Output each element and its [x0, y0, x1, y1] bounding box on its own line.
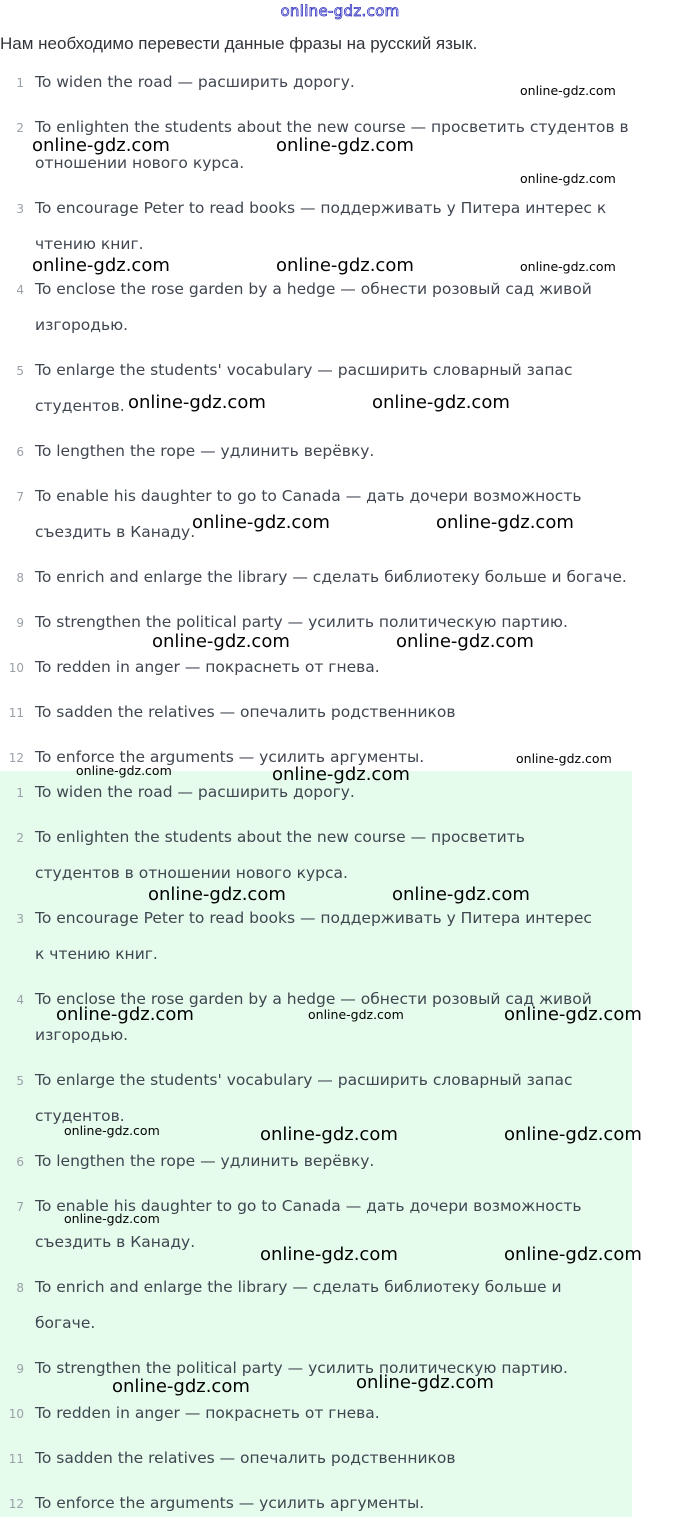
item-number: 12: [8, 1497, 24, 1511]
item-number: 8: [16, 1281, 24, 1295]
watermark: online-gdz.com: [112, 1376, 250, 1397]
item-text-line: студентов.: [35, 1107, 125, 1125]
watermark: online-gdz.com: [504, 1004, 642, 1025]
item-text-line: To encourage Peter to read books — поддерживать у Питера интерес: [35, 909, 592, 927]
watermark: online-gdz.com: [56, 1004, 194, 1025]
watermark: online-gdz.com: [76, 763, 172, 778]
item-text-line: To strengthen the political party — усилить политическую партию.: [35, 613, 568, 631]
item-text-line: To enlighten the students about the new course — просветить: [35, 828, 525, 846]
item-number: 3: [16, 912, 24, 926]
item-number: 9: [16, 616, 24, 630]
item-number: 1: [16, 76, 24, 90]
item-number: 6: [16, 1155, 24, 1169]
item-number: 7: [16, 490, 24, 504]
watermark: online-gdz.com: [276, 135, 414, 156]
watermark: online-gdz.com: [276, 255, 414, 276]
watermark: online-gdz.com: [520, 83, 616, 98]
item-number: 2: [16, 831, 24, 845]
item-text-line: To lengthen the rope — удлинить верёвку.: [35, 442, 375, 460]
item-text-line: To strengthen the political party — усилить политическую партию.: [35, 1359, 568, 1377]
item-number: 3: [16, 202, 24, 216]
item-text-line: богаче.: [35, 1314, 96, 1332]
watermark: online-gdz.com: [152, 631, 290, 652]
item-number: 11: [8, 1452, 24, 1466]
watermark: online-gdz.com: [520, 259, 616, 274]
item-text-line: To widen the road — расширить дорогу.: [35, 73, 355, 91]
item-number: 7: [16, 1200, 24, 1214]
item-number: 4: [16, 283, 24, 297]
watermark: online-gdz.com: [260, 1244, 398, 1265]
item-text-line: To sadden the relatives — опечалить родственников: [35, 703, 456, 721]
watermark: online-gdz.com: [516, 751, 612, 766]
watermark: online-gdz.com: [356, 1372, 494, 1393]
item-number: 5: [16, 364, 24, 378]
item-text-line: студентов в отношении нового курса.: [35, 864, 348, 882]
watermark: online-gdz.com: [32, 135, 170, 156]
item-text-line: To enforce the arguments — усилить аргументы.: [35, 748, 425, 766]
item-text-line: To enrich and enlarge the library — сделать библиотеку больше и богаче.: [35, 568, 627, 586]
item-text-line: To enclose the rose garden by a hedge — обнести розовый сад живой: [35, 280, 592, 298]
item-number: 9: [16, 1362, 24, 1376]
item-text-line: отношении нового курса.: [35, 154, 245, 172]
watermark: online-gdz.com: [396, 631, 534, 652]
item-text-line: To enable his daughter to go to Canada — дать дочери возможность: [35, 1197, 582, 1215]
watermark: online-gdz.com: [64, 1211, 160, 1226]
watermark: online-gdz.com: [192, 512, 330, 533]
watermark: online-gdz.com: [148, 884, 286, 905]
watermark: online-gdz.com: [392, 884, 530, 905]
watermark: online-gdz.com: [520, 171, 616, 186]
watermark: online-gdz.com: [32, 255, 170, 276]
item-number: 11: [8, 706, 24, 720]
site-logo: online-gdz.com: [280, 2, 400, 20]
item-text-line: изгородью.: [35, 316, 129, 334]
watermark: online-gdz.com: [260, 1124, 398, 1145]
item-number: 4: [16, 993, 24, 1007]
watermark: online-gdz.com: [308, 1007, 404, 1022]
item-text-line: To enforce the arguments — усилить аргументы.: [35, 1494, 425, 1512]
item-number: 1: [16, 786, 24, 800]
item-text-line: съездить в Канаду.: [35, 523, 196, 541]
watermark: online-gdz.com: [504, 1244, 642, 1265]
item-number: 10: [8, 661, 24, 675]
item-text-line: To redden in anger — покраснеть от гнева.: [35, 658, 380, 676]
item-text-line: студентов.: [35, 397, 125, 415]
item-text-line: To widen the road — расширить дорогу.: [35, 783, 355, 801]
item-text-line: To lengthen the rope — удлинить верёвку.: [35, 1152, 375, 1170]
item-text-line: To redden in anger — покраснеть от гнева.: [35, 1404, 380, 1422]
watermark: online-gdz.com: [128, 392, 266, 413]
item-text-line: To enable his daughter to go to Canada — дать дочери возможность: [35, 487, 582, 505]
item-text-line: To enlarge the students' vocabulary — расширить словарный запас: [35, 1071, 573, 1089]
item-number: 2: [16, 121, 24, 135]
item-text-line: чтению книг.: [35, 235, 144, 253]
item-text-line: To enlighten the students about the new course — просветить студентов в: [35, 118, 629, 136]
watermark: online-gdz.com: [64, 1123, 160, 1138]
item-number: 5: [16, 1074, 24, 1088]
item-text-line: To encourage Peter to read books — поддерживать у Питера интерес к: [35, 199, 607, 217]
watermark: online-gdz.com: [372, 392, 510, 413]
item-number: 8: [16, 571, 24, 585]
item-number: 10: [8, 1407, 24, 1421]
item-text-line: съездить в Канаду.: [35, 1233, 196, 1251]
intro-text: Нам необходимо перевести данные фразы на русский язык.: [0, 34, 478, 53]
watermark: online-gdz.com: [272, 764, 410, 785]
item-text-line: To enlarge the students' vocabulary — расширить словарный запас: [35, 361, 573, 379]
item-text-line: к чтению книг.: [35, 945, 158, 963]
watermark: online-gdz.com: [504, 1124, 642, 1145]
item-text-line: To sadden the relatives — опечалить родственников: [35, 1449, 456, 1467]
item-number: 6: [16, 445, 24, 459]
item-number: 12: [8, 751, 24, 765]
watermark: online-gdz.com: [436, 512, 574, 533]
item-text-line: изгородью.: [35, 1026, 129, 1044]
item-text-line: To enrich and enlarge the library — сделать библиотеку больше и: [35, 1278, 562, 1296]
item-text-line: To enclose the rose garden by a hedge — обнести розовый сад живой: [35, 990, 592, 1008]
